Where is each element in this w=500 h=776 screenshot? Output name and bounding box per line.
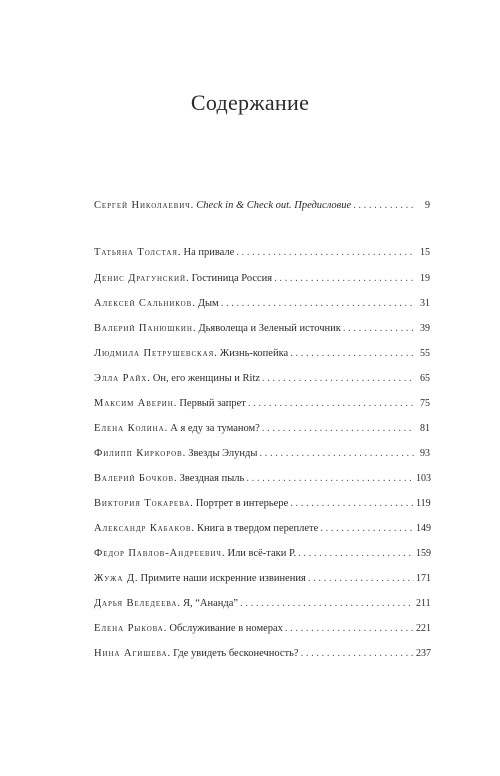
dot-leader	[236, 246, 414, 260]
entry-separator: .	[164, 423, 168, 434]
entry-separator: .	[190, 498, 193, 509]
entry-author: Валерий Бочков	[94, 473, 174, 484]
toc-entry	[94, 447, 430, 461]
dot-leader	[240, 597, 414, 611]
entry-author: Алексей Сальников	[94, 298, 193, 309]
toc-entry	[94, 422, 430, 436]
entry-separator: .	[173, 398, 177, 409]
entry-title: На привале	[183, 247, 235, 258]
toc-entry	[94, 297, 430, 311]
dot-leader	[343, 322, 414, 336]
entry-author: Виктория Токарева	[94, 498, 191, 509]
entry-separator: .	[221, 548, 225, 559]
entry-separator: .	[185, 273, 189, 284]
toc-entry	[94, 572, 430, 586]
entry-separator: .	[190, 200, 194, 211]
entry-separator: .	[192, 298, 195, 309]
entry-page-number: 39	[420, 323, 430, 334]
entry-page-number: 221	[416, 623, 431, 634]
entry-title: Звездная пыль	[179, 473, 245, 484]
entry-page-number: 171	[416, 573, 431, 584]
entry-separator: .	[177, 598, 180, 609]
entry-title: Дым	[197, 298, 219, 309]
entry-author: Александр Кабаков	[94, 523, 192, 534]
entry-author: Елена Рыкова	[94, 623, 164, 634]
entry-author: Филипп Киркоров	[94, 448, 183, 459]
entry-page-number: 55	[420, 348, 430, 359]
entry-page-number: 159	[416, 548, 431, 559]
toc-entry	[94, 199, 430, 213]
entry-title: Портрет в интерьере	[195, 498, 289, 509]
entry-author: Дарья Веледеева	[94, 598, 178, 609]
entry-separator: .	[174, 473, 177, 484]
entry-title: Первый запрет	[179, 398, 246, 409]
entry-page-number: 103	[416, 473, 431, 484]
entry-title: Или всё-таки Р.	[227, 548, 297, 559]
toc-entry	[94, 647, 430, 661]
entry-separator: .	[191, 523, 195, 534]
toc-entry	[94, 597, 430, 611]
page-title: Содержание	[190, 90, 310, 115]
dot-leader	[285, 622, 414, 636]
entry-separator: .	[182, 448, 186, 459]
dot-leader	[259, 447, 414, 461]
entry-author: Валерий Панюшкин	[94, 323, 193, 334]
entry-page-number: 119	[416, 498, 431, 509]
dot-leader	[274, 272, 414, 286]
dot-leader	[262, 372, 414, 386]
entry-title: Дьяволеща и Зеленый источник	[198, 323, 341, 334]
dot-leader	[298, 547, 414, 561]
entry-author: Нина Агишева	[94, 648, 168, 659]
entry-author: Денис Драгунский	[94, 273, 186, 284]
entry-separator: .	[177, 247, 181, 258]
toc-entry	[94, 522, 430, 536]
entry-separator: .	[167, 648, 171, 659]
entry-title: Обслуживание в номерах	[169, 623, 283, 634]
entry-title: Жизнь-копейка	[219, 348, 289, 359]
entry-separator: .	[147, 373, 150, 384]
entry-page-number: 75	[420, 398, 430, 409]
dot-leader	[308, 572, 414, 586]
entry-page-number: 31	[420, 298, 430, 309]
entry-title: Я, “Ананда”	[183, 598, 239, 609]
entry-author: Елена Колина	[94, 423, 165, 434]
entry-author: Элла Райх	[94, 373, 148, 384]
toc-entry	[94, 246, 430, 260]
entry-title: Где увидеть бесконечность?	[173, 648, 299, 659]
dot-leader	[301, 647, 414, 661]
entry-separator: .	[192, 323, 196, 334]
entry-title: А я еду за туманом?	[170, 423, 260, 434]
entry-author: Максим Аверин	[94, 398, 174, 409]
entry-author: Татьяна Толстая	[94, 247, 178, 258]
entry-page-number: 81	[420, 423, 430, 434]
entry-title: Он, его женщины и Ritz	[152, 373, 261, 384]
entry-page-number: 65	[420, 373, 430, 384]
entry-author: Жужа Д	[94, 573, 135, 584]
entry-title: Примите наши искренние извинения	[140, 573, 306, 584]
dot-leader	[290, 497, 414, 511]
entry-title: Книга в твердом переплете	[197, 523, 319, 534]
entry-page-number: 237	[416, 648, 431, 659]
entry-separator: .	[134, 573, 138, 584]
toc-entry	[94, 347, 430, 361]
dot-leader	[353, 199, 414, 213]
dot-leader	[221, 297, 414, 311]
toc-entry	[94, 322, 430, 336]
entry-page-number: 15	[420, 247, 430, 258]
toc-entry	[94, 272, 430, 286]
entry-author: Людмила Петрушевская	[94, 348, 215, 359]
toc-entry	[94, 622, 430, 636]
dot-leader	[262, 422, 414, 436]
entry-page-number: 149	[416, 523, 431, 534]
entry-page-number: 211	[416, 598, 431, 609]
dot-leader	[290, 347, 414, 361]
entry-author: Федор Павлов-Андреевич	[94, 548, 222, 559]
entry-page-number: 19	[420, 273, 430, 284]
entry-separator: .	[214, 348, 217, 359]
dot-leader	[246, 472, 414, 486]
toc-entry	[94, 472, 430, 486]
entry-title: Check in & Check out. Предисловие	[196, 200, 352, 211]
toc-entry	[94, 547, 430, 561]
entry-page-number: 93	[420, 448, 430, 459]
entry-title: Звезды Элунды	[188, 448, 258, 459]
toc-entry	[94, 397, 430, 411]
toc-entry	[94, 372, 430, 386]
dot-leader	[320, 522, 414, 536]
dot-leader	[248, 397, 414, 411]
toc-entry	[94, 497, 430, 511]
entry-author: Сергей Николаевич	[94, 200, 191, 211]
entry-separator: .	[163, 623, 167, 634]
entry-page-number: 9	[425, 200, 430, 211]
entry-title: Гостиница Россия	[191, 273, 273, 284]
